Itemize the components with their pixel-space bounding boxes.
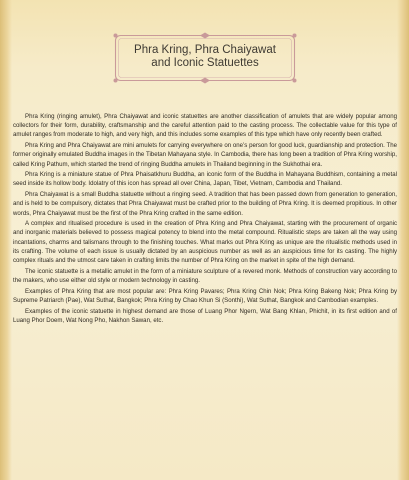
paragraph-kring-examples: Examples of Phra Kring that are most popular are: Phra Kring Pavares; Phra Kring Chin Nok; Phra Kring Bakeng Nok; Phra Kring by Supreme Patriarch (Pae), Wat Suthat, Bangkok; Phra Kring by Chao Khun Si (Sonthi), Wat Suthat, Bangkok and Cambodian examples. [13, 287, 397, 304]
article-body [13, 112, 397, 326]
page-title-line-1: Phra Kring, Phra Chaiyawat [134, 44, 276, 56]
page-title [112, 44, 298, 70]
paragraph-procedure: A complex and ritualised procedure is used in the creation of Phra Kring and Phra Chaiyawat, starting with the procurement of organic and inorganic materials believed to possess magical potency to blend into the metal compound. Ritualistic steps are taken all the way using incantations, charms and talismans through to the finishing touches. What marks out Phra Kring as unique are the ritualistic methods used in its crafting. The volume of each issue is usually dictated by an auspicious number as well as an auspicious time for its casting. The highly complex rituals and the utmost care taken in crafting limits the number of Phra Kring on the market in spite of the high demand. [13, 220, 397, 265]
page-edge-right [397, 0, 409, 480]
paragraph-statuette-examples: Examples of the iconic statuette in highest demand are those of Luang Phor Ngern, Wat Bang Khlan, Phichit, in its first edition and of Luang Phor Doem, Wat Nong Pho, Nakhon Sawan, etc. [13, 307, 397, 324]
paragraph-mini-amulets: Phra Kring and Phra Chaiyawat are mini amulets for carrying everywhere on one’s person for good luck, guardianship and protection. The former originally emulated Buddha images in the Tibetan Mahayana style. In Cambodia, there has long been a tradition of Phra Kring worship, called Kring Pathum, which started the trend of ringing Buddha amulets in Thailand beginning in the Sukhothai era. [13, 142, 397, 168]
page-title-line-2: and Iconic Statuettes [151, 57, 259, 69]
page-edge-left [0, 0, 12, 480]
paragraph-phra-kring: Phra Kring is a miniature statue of Phra Phaisatkhuru Buddha, an iconic form of the Buddha in Mahayana Buddhism, containing a metal seed inside its hollow body. Idolatry of this icon has spread all over China, Japan, Tibet, Vietnam, Cambodia and Thailand. [13, 171, 397, 188]
paragraph-phra-chaiyawat: Phra Chaiyawat is a small Buddha statuette without a ringing seed. A tradition that has been passed down from generation to generation, and is held to be compulsory, dictates that Phra Chaiyawat must be crafted prior to the building of Phra Kring. It is deemed propitious. In other words, Phra Chaiyawat must be the first of the Phra Kring crafted in the same edition. [13, 191, 397, 217]
paragraph-intro: Phra Kring (ringing amulet), Phra Chaiyawat and iconic statuettes are another classification of amulets that are widely popular among collectors for their form, durability, craftsmanship and the careful attention paid to the casting process. The collectable value for this type of amulet ranges from moderate to high, and very high, and this includes some examples of this type which have only recently been crafted. [13, 113, 397, 139]
paragraph-iconic-statuette: The iconic statuette is a metallic amulet in the form of a miniature sculpture of a revered monk. Methods of construction vary according to the makers, who use either old style or modern technology in casting. [13, 267, 397, 284]
title-frame [112, 32, 298, 84]
